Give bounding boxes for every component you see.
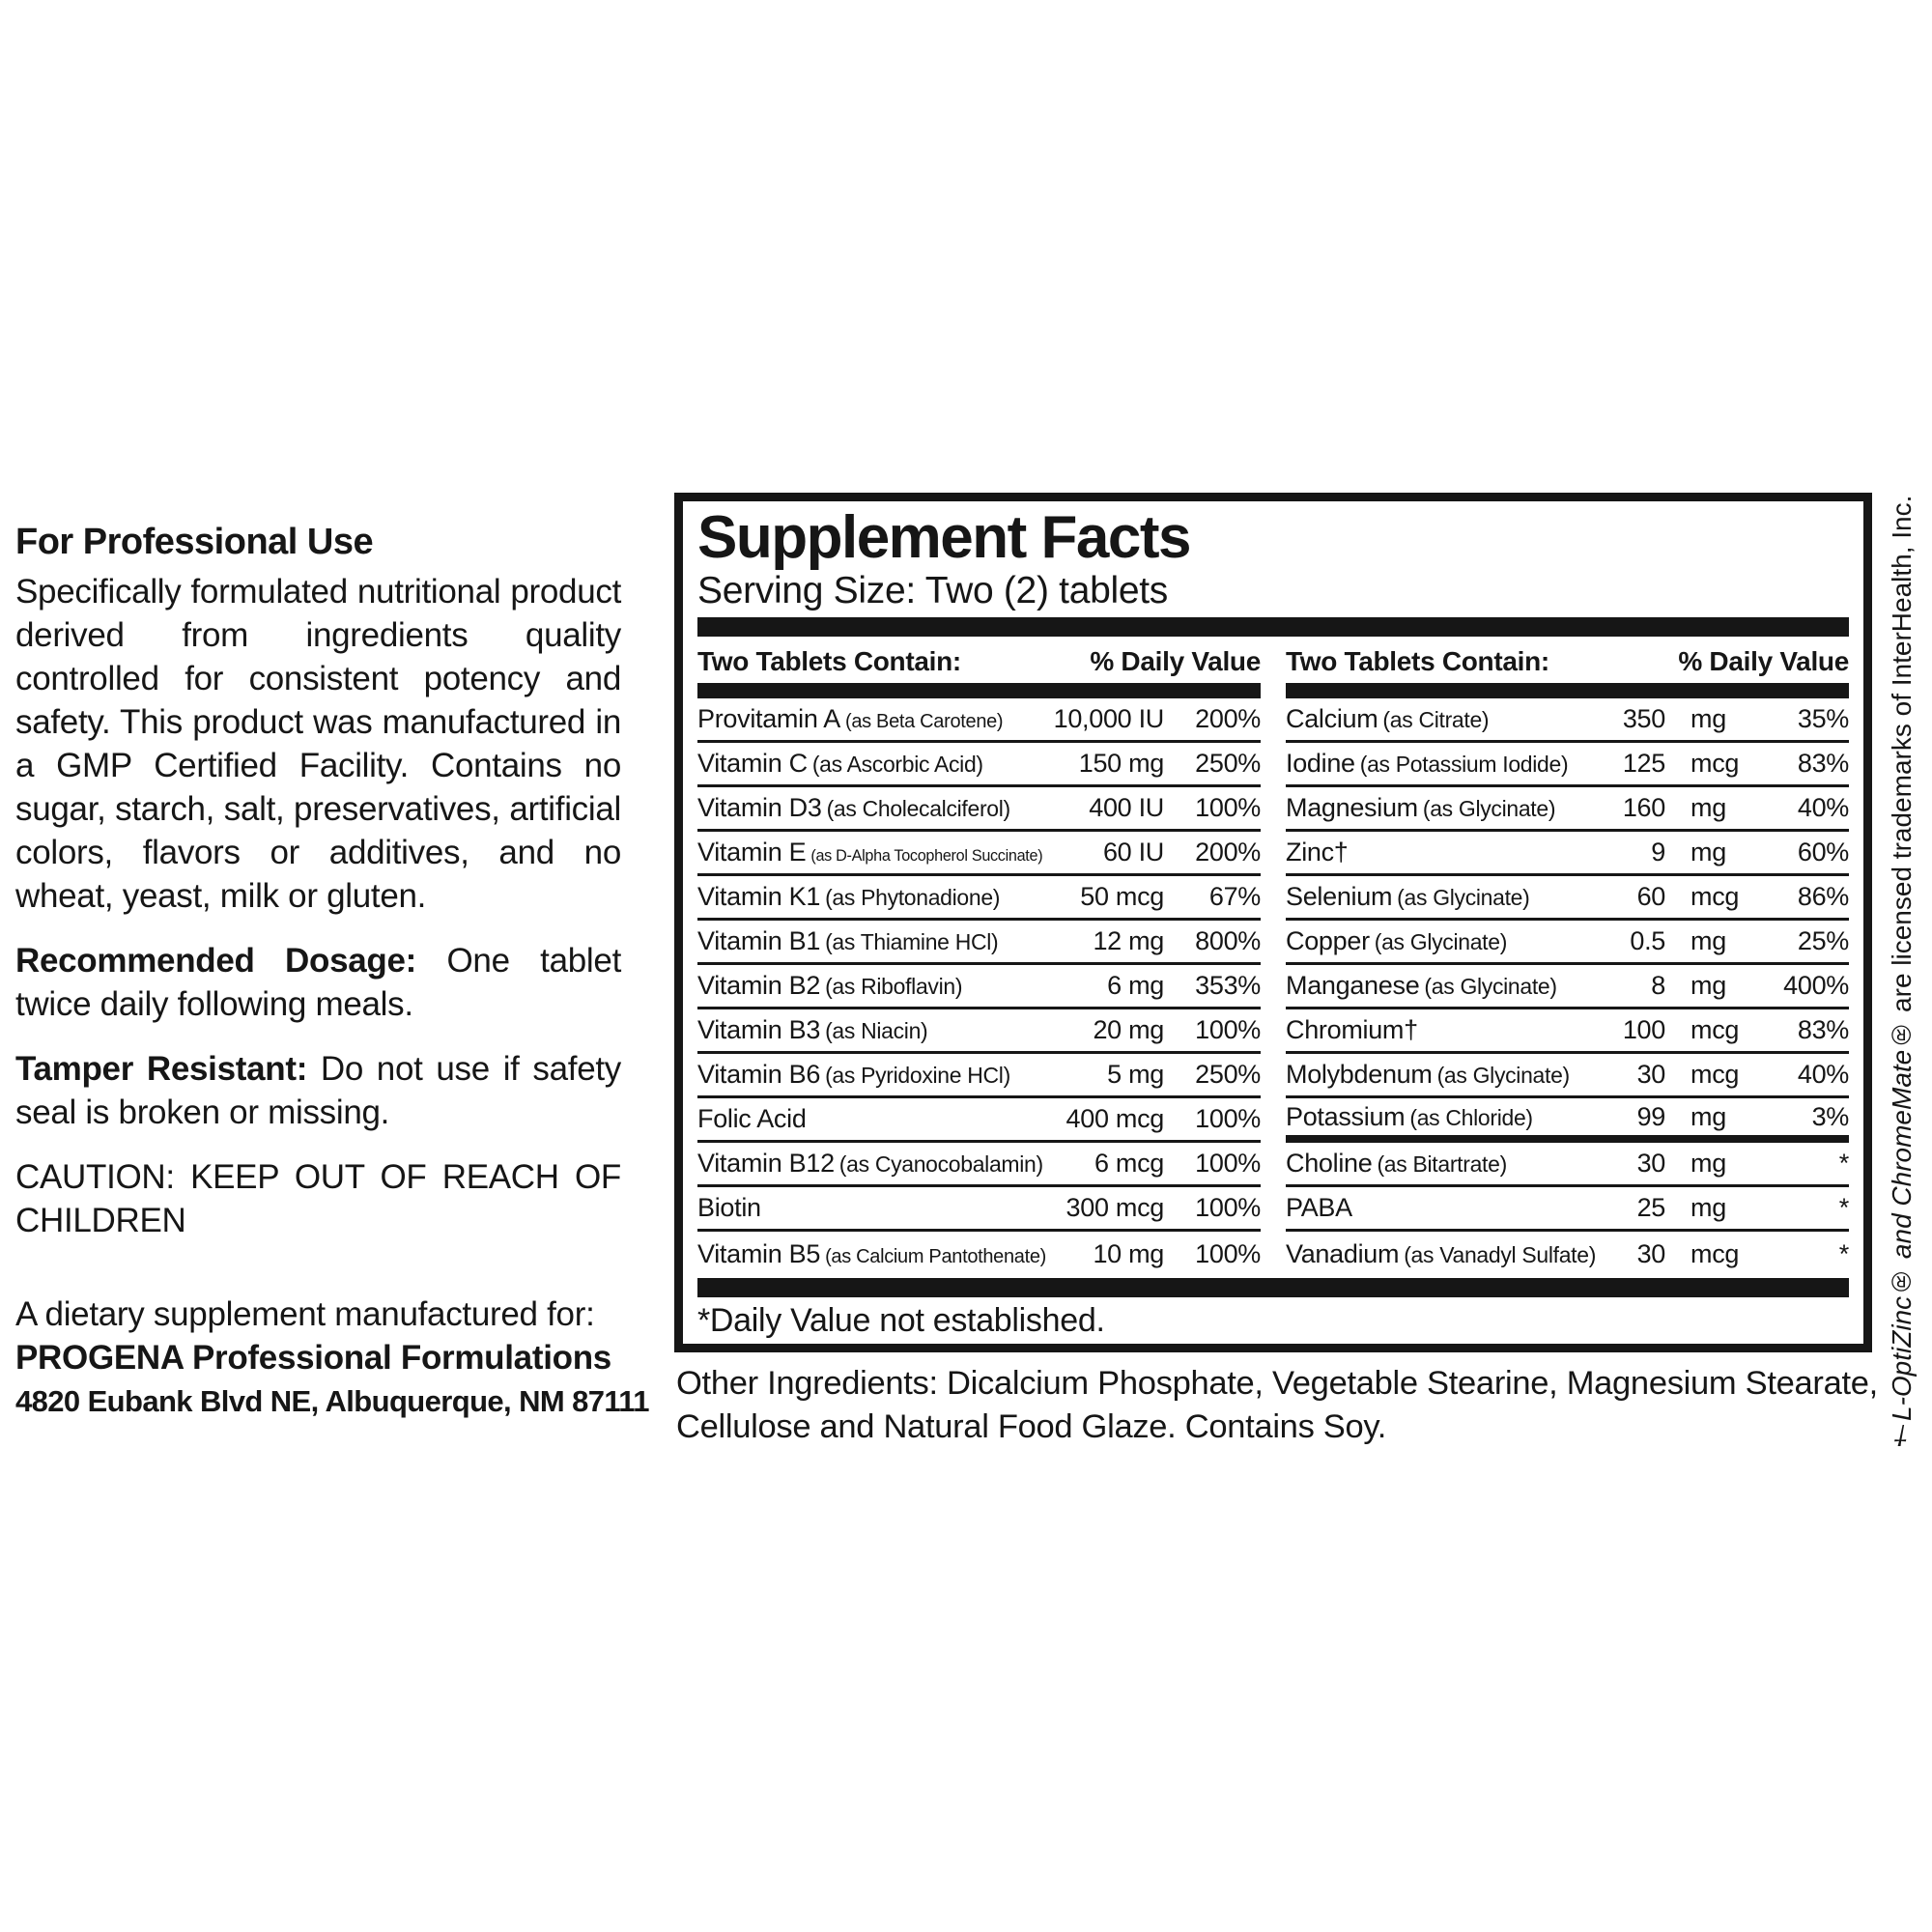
nutrient-amount: 12 mg <box>1093 926 1164 955</box>
nutrient-amount: 8 <box>1651 971 1665 1000</box>
nutrient-dv: 86% <box>1797 882 1849 911</box>
serving-size: Serving Size: Two (2) tablets <box>697 570 1168 611</box>
nutrient-dv: 200% <box>1195 704 1261 733</box>
nutrient-dv: 400% <box>1783 971 1849 1000</box>
nutrient-amount: 9 <box>1651 838 1665 867</box>
tamper-paragraph <box>15 1047 621 1134</box>
nutrient-amount: 125 <box>1622 749 1665 778</box>
nutrient-amount: 30 <box>1636 1149 1665 1178</box>
nutrient-amount: 25 <box>1636 1193 1665 1222</box>
nutrient-amount: 300 mcg <box>1065 1193 1164 1222</box>
facts-columns <box>697 644 1849 1276</box>
facts-right-column <box>1286 644 1849 1276</box>
daily-value-footnote: *Daily Value not established. <box>697 1302 1105 1339</box>
nutrient-amount: 99 <box>1636 1101 1665 1131</box>
table-row-vitamin-b3 <box>697 1009 1261 1054</box>
nutrient-note: (as Ascorbic Acid) <box>811 752 983 777</box>
nutrient-dv: 200% <box>1195 838 1261 867</box>
nutrient-dv: * <box>1838 1193 1849 1222</box>
nutrient-unit: mg <box>1690 926 1726 955</box>
nutrient-note: (as Bitartrate) <box>1377 1151 1507 1177</box>
contains-header: Two Tablets Contain: <box>697 646 961 676</box>
right-column-header <box>1286 644 1849 679</box>
table-row-zinc <box>1286 832 1849 876</box>
nutrient-dv: 100% <box>1195 1015 1261 1044</box>
nutrient-dv: 40% <box>1797 1060 1849 1089</box>
table-row-magnesium <box>1286 787 1849 832</box>
daily-value-header: % Daily Value <box>1678 646 1849 676</box>
table-row-vitamin-b2 <box>697 965 1261 1009</box>
table-row-selenium <box>1286 876 1849 921</box>
nutrient-name: Vitamin B5 <box>697 1238 821 1268</box>
trademark-note-italic: †L-OptiZinc® and ChromeMate® <box>1887 1019 1917 1451</box>
nutrient-name: Biotin <box>697 1193 761 1222</box>
nutrient-note: (as Potassium Iodide) <box>1359 752 1569 777</box>
supplement-facts-panel <box>674 493 1872 1352</box>
nutrient-unit: mg <box>1690 1193 1726 1222</box>
tamper-text: Do not use if safety seal is broken or missing. <box>15 1050 621 1131</box>
nutrient-amount: 10 mg <box>1093 1238 1164 1268</box>
nutrient-dv: 3% <box>1811 1101 1849 1131</box>
nutrient-dv: * <box>1838 1149 1849 1178</box>
caution-text: CAUTION: KEEP OUT OF REACH OF CHILDREN <box>15 1158 621 1239</box>
nutrient-amount: 6 mg <box>1107 971 1164 1000</box>
nutrient-unit: mg <box>1690 704 1726 733</box>
dosage-label: Recommended Dosage: <box>15 942 417 980</box>
right-column-header-bar <box>1286 683 1849 698</box>
nutrient-name: Vanadium <box>1286 1238 1400 1268</box>
nutrient-amount: 50 mcg <box>1080 882 1164 911</box>
nutrient-amount: 30 <box>1636 1060 1665 1089</box>
nutrient-name: Vitamin B12 <box>697 1149 835 1178</box>
left-panel <box>15 520 649 1423</box>
other-ingredients: Other Ingredients: Dicalcium Phosphate, Vegetable Stearine, Magnesium Stearate, Cellulose and Natural Food Glaze. Contains Soy. <box>676 1365 1878 1445</box>
nutrient-amount: 60 IU <box>1102 838 1164 867</box>
nutrient-name: Zinc† <box>1286 838 1349 867</box>
nutrient-dv: 35% <box>1797 704 1849 733</box>
nutrient-dv: 25% <box>1797 926 1849 955</box>
nutrient-amount: 400 IU <box>1089 793 1164 822</box>
trademark-note <box>1876 480 1928 1451</box>
nutrient-note: (as Cholecalciferol) <box>826 796 1010 821</box>
trademark-note-regular: are licensed trademarks of InterHealth, Inc. <box>1887 495 1917 1020</box>
nutrient-dv: 800% <box>1195 926 1261 955</box>
nutrient-dv: 60% <box>1797 838 1849 867</box>
nutrient-name: Manganese <box>1286 971 1420 1000</box>
nutrient-name: Selenium <box>1286 882 1393 911</box>
nutrient-name: Potassium <box>1286 1101 1406 1131</box>
nutrient-name: Vitamin B1 <box>697 926 821 955</box>
nutrient-unit: mg <box>1690 971 1726 1000</box>
nutrient-amount: 5 mg <box>1107 1060 1164 1089</box>
nutrient-unit: mcg <box>1690 1060 1740 1089</box>
left-column-header <box>697 644 1261 679</box>
nutrient-amount: 350 <box>1622 704 1665 733</box>
table-row-folic-acid <box>697 1098 1261 1143</box>
table-row-vitamin-b12 <box>697 1143 1261 1187</box>
nutrient-name: Vitamin B2 <box>697 971 821 1000</box>
nutrient-dv: 100% <box>1195 1149 1261 1178</box>
nutrient-amount: 30 <box>1636 1238 1665 1268</box>
nutrient-note: (as Glycinate) <box>1397 885 1530 910</box>
nutrient-note: (as Citrate) <box>1382 707 1490 732</box>
nutrient-dv: 100% <box>1195 793 1261 822</box>
table-row-vitamin-b1 <box>697 921 1261 965</box>
nutrient-note: (as Riboflavin) <box>825 974 963 999</box>
tamper-label: Tamper Resistant: <box>15 1050 308 1088</box>
table-row-chromium <box>1286 1009 1849 1054</box>
table-row-vitamin-b6 <box>697 1054 1261 1098</box>
nutrient-name: Vitamin B3 <box>697 1015 821 1044</box>
nutrient-amount: 0.5 <box>1630 926 1665 955</box>
nutrient-amount: 60 <box>1636 882 1665 911</box>
dosage-text: One tablet twice daily following meals. <box>15 942 621 1023</box>
facts-title: Supplement Facts <box>697 504 1190 571</box>
nutrient-amount: 400 mcg <box>1065 1104 1164 1133</box>
nutrient-unit: mg <box>1690 793 1726 822</box>
table-row-vitamin-b5 <box>697 1232 1261 1276</box>
nutrient-name: Molybdenum <box>1286 1060 1433 1089</box>
company-name: PROGENA Professional Formulations <box>15 1339 611 1377</box>
nutrient-unit: mcg <box>1690 749 1740 778</box>
nutrient-name: Magnesium <box>1286 793 1418 822</box>
table-row-potassium <box>1286 1098 1849 1143</box>
nutrient-name: Iodine <box>1286 749 1355 778</box>
company-address: 4820 Eubank Blvd NE, Albuquerque, NM 87111 <box>15 1384 649 1418</box>
daily-value-header: % Daily Value <box>1090 646 1261 676</box>
nutrient-unit: mg <box>1690 1101 1726 1131</box>
table-row-biotin <box>697 1187 1261 1232</box>
nutrient-dv: 100% <box>1195 1238 1261 1268</box>
table-row-vitamin-c <box>697 743 1261 787</box>
description-paragraph: Specifically formulated nutritional product derived from ingredients quality controlled for consistent potency and safety. This product was manufactured in a GMP Certified Facility. Contains no sugar, starch, salt, preservatives, artificial colors, flavors or additives, and no wheat, yeast, milk or gluten. <box>15 573 621 915</box>
nutrient-name: Vitamin B6 <box>697 1060 821 1089</box>
nutrient-note: (as Pyridoxine HCl) <box>825 1063 1010 1088</box>
nutrient-amount: 160 <box>1622 793 1665 822</box>
nutrient-name: Vitamin E <box>697 838 807 867</box>
nutrient-dv: * <box>1838 1238 1849 1268</box>
nutrient-amount: 20 mg <box>1093 1015 1164 1044</box>
nutrient-name: Vitamin D3 <box>697 793 822 822</box>
divider-bar-bottom <box>697 1278 1849 1297</box>
manufactured-for-text: A dietary supplement manufactured for: <box>15 1295 595 1333</box>
nutrient-dv: 100% <box>1195 1193 1261 1222</box>
facts-left-column <box>697 644 1261 1276</box>
table-row-calcium <box>1286 698 1849 743</box>
nutrient-note: (as Glycinate) <box>1422 796 1556 821</box>
nutrient-dv: 250% <box>1195 1060 1261 1089</box>
nutrient-note: (as Vanadyl Sulfate) <box>1404 1241 1597 1267</box>
table-row-vanadium <box>1286 1232 1849 1276</box>
nutrient-note: (as Glycinate) <box>1424 974 1557 999</box>
table-row-vitamin-k1 <box>697 876 1261 921</box>
nutrient-amount: 100 <box>1622 1015 1665 1044</box>
nutrient-note: (as Beta Carotene) <box>844 711 1004 732</box>
nutrient-unit: mcg <box>1690 1015 1740 1044</box>
nutrient-note: (as Cyanocobalamin) <box>838 1151 1043 1177</box>
nutrient-name: Vitamin C <box>697 749 808 778</box>
nutrient-note: (as D-Alpha Tocopherol Succinate) <box>810 847 1043 865</box>
contains-header: Two Tablets Contain: <box>1286 646 1549 676</box>
nutrient-name: Chromium† <box>1286 1015 1418 1044</box>
nutrient-name: Choline <box>1286 1149 1373 1178</box>
divider-bar-top <box>697 617 1849 637</box>
nutrient-note: (as Glycinate) <box>1436 1063 1570 1088</box>
nutrient-note: (as Calcium Pantothenate) <box>825 1245 1046 1267</box>
nutrient-amount: 150 mg <box>1078 749 1164 778</box>
nutrient-name: Folic Acid <box>697 1104 807 1133</box>
table-row-manganese <box>1286 965 1849 1009</box>
nutrient-note: (as Chloride) <box>1409 1104 1533 1130</box>
table-row-copper <box>1286 921 1849 965</box>
nutrient-name: Provitamin A <box>697 704 840 733</box>
nutrient-dv: 83% <box>1797 749 1849 778</box>
nutrient-name: PABA <box>1286 1193 1352 1222</box>
table-row-provitamin-a <box>697 698 1261 743</box>
nutrient-dv: 40% <box>1797 793 1849 822</box>
nutrient-amount: 6 mcg <box>1094 1149 1164 1178</box>
table-row-vitamin-d3 <box>697 787 1261 832</box>
nutrient-dv: 250% <box>1195 749 1261 778</box>
nutrient-note: (as Phytonadione) <box>825 885 1001 910</box>
nutrient-dv: 353% <box>1195 971 1261 1000</box>
nutrient-unit: mcg <box>1690 882 1740 911</box>
table-row-paba <box>1286 1187 1849 1232</box>
nutrient-dv: 83% <box>1797 1015 1849 1044</box>
professional-use-heading: For Professional Use <box>15 522 374 562</box>
nutrient-name: Copper <box>1286 926 1370 955</box>
left-column-header-bar <box>697 683 1261 698</box>
nutrient-amount: 10,000 IU <box>1053 704 1164 733</box>
nutrient-dv: 100% <box>1195 1104 1261 1133</box>
nutrient-unit: mcg <box>1690 1238 1740 1268</box>
nutrient-name: Calcium <box>1286 704 1378 733</box>
nutrient-note: (as Glycinate) <box>1374 929 1508 954</box>
nutrient-note: (as Thiamine HCl) <box>825 929 999 954</box>
nutrient-note: (as Niacin) <box>825 1018 928 1043</box>
table-row-molybdenum <box>1286 1054 1849 1098</box>
table-row-choline <box>1286 1143 1849 1187</box>
dosage-paragraph <box>15 939 621 1026</box>
nutrient-name: Vitamin K1 <box>697 882 821 911</box>
nutrient-unit: mg <box>1690 1149 1726 1178</box>
table-row-iodine <box>1286 743 1849 787</box>
nutrient-unit: mg <box>1690 838 1726 867</box>
nutrient-dv: 67% <box>1208 882 1261 911</box>
table-row-vitamin-e <box>697 832 1261 876</box>
